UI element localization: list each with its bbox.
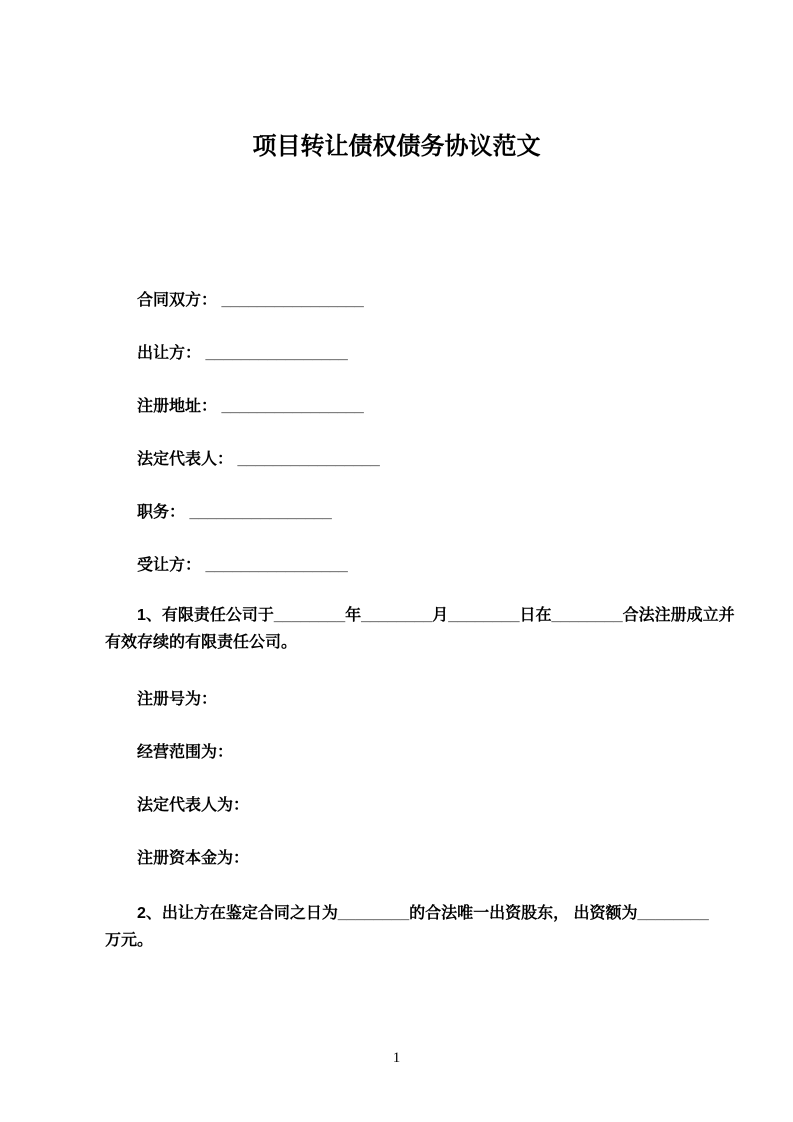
field-label: 法定代表人： [137,451,238,468]
clause-1-line-1: 1、有限责任公司于________年________月________日在________合法注册成立并 [137,607,735,624]
field-label: 职务： [137,504,190,521]
form-field-business-scope: 经营范围为： [137,744,234,761]
form-field-registered-address [105,396,720,417]
field-label: 受让方： [137,557,206,574]
field-label: 合同双方： [137,292,222,309]
blank-line: ________________ [237,451,380,468]
clause-2-paragraph [105,900,720,954]
document-body [0,290,793,954]
clause-2-line-2: 万元。 [105,932,154,949]
document-title: 项目转让债权债务协议范文 [252,133,541,160]
form-field-registered-capital: 注册资本金为： [137,850,250,867]
blank-line: ________________ [205,557,348,574]
blank-line: ________________ [205,345,348,362]
blank-line: ________________ [221,292,364,309]
clause-2-line-1: 2、出让方在鉴定合同之日为________的合法唯一出资股东， 出资额为________ [137,905,709,922]
form-field-legal-representative-name: 法定代表人为： [137,797,250,814]
form-field-legal-representative [105,449,720,470]
blank-line: ________________ [221,398,364,415]
field-label: 出让方： [137,345,206,362]
form-field-contract-parties [105,290,720,311]
page-number: 1 [392,1050,401,1066]
field-label: 注册地址： [137,398,222,415]
form-field-registration-number: 注册号为： [137,691,218,708]
form-field-transferor [105,343,720,364]
form-field-transferee [105,555,720,576]
clause-1-paragraph [105,602,735,656]
clause-1-line-2: 有效存续的有限责任公司。 [105,634,298,651]
form-field-position [105,502,720,523]
blank-line: ________________ [189,504,332,521]
